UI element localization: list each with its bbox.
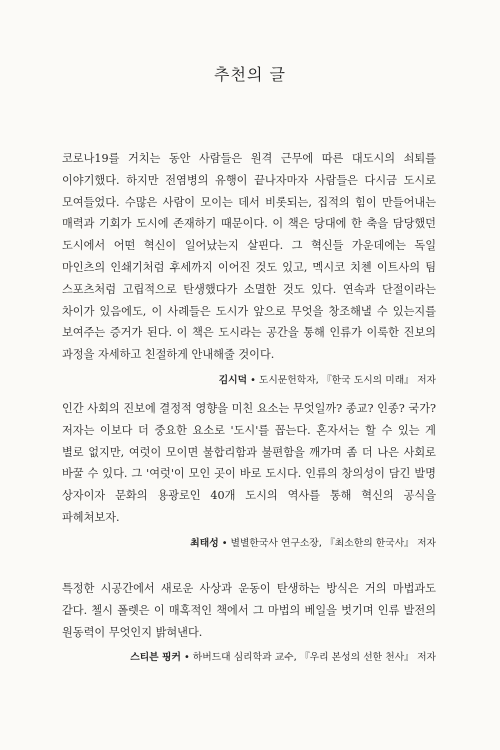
author-name: 스티븐 핑커 bbox=[130, 652, 181, 664]
blurb-attribution bbox=[62, 535, 436, 549]
page-title: 추천의 글 bbox=[214, 65, 286, 84]
bullet-separator: • bbox=[221, 537, 228, 549]
blurb-text: 특정한 시공간에서 새로운 사상과 운동이 탄생하는 방식은 거의 마법과도 같다. 첼시 폴렛은 이 매혹적인 책에서 그 마법의 베일을 벗기며 인류 발전의 원동력이 무엇인지 밝혀낸다. bbox=[62, 582, 436, 639]
recommendation-blurb-2 bbox=[62, 398, 436, 549]
author-name: 김시덕 bbox=[218, 374, 248, 386]
recommendation-blurb-3 bbox=[62, 578, 436, 663]
blurb-attribution bbox=[62, 372, 436, 386]
author-credit: 도시문헌학자, 『한국 도시의 미래』 저자 bbox=[258, 374, 436, 386]
bullet-separator: • bbox=[183, 652, 190, 664]
bullet-separator: • bbox=[250, 374, 256, 386]
blurb-text: 코로나19를 거치는 동안 사람들은 원격 근무에 따른 대도시의 쇠퇴를 이야기했다. 하지만 전염병의 유행이 끝나자마자 사람들은 다시금 도시로 모여들었다. 수많은 사람이 모이는 데서 비롯되는, 집적의 힘이 만들어내는 매력과 기회가 도시에 존재하기 때문이다. 이 책은 당대에 한 축을 담당했던 도시에서 어떤 혁신이 일어났는지 살핀다. 그 혁신들 가운데에는 독일 마인츠의 인쇄기처럼 후세까지 이어진 것도 있고, 멕시코 치첸 이트사의 팀 스포츠처럼 고립적으로 탄생했다가 소멸한 것도 있다. 연속과 단절이라는 차이가 있음에도, 이 사례들은 도시가 앞으로 무엇을 창조해낼 수 있는지를 보여주는 증거가 된다. 이 책은 도시라는 공간을 통해 인류가 이룩한 진보의 과정을 자세하고 친절하게 안내해줄 것이다. bbox=[62, 152, 436, 362]
blurb-attribution bbox=[62, 649, 436, 663]
author-credit: 별별한국사 연구소장, 『최소한의 한국사』 저자 bbox=[230, 537, 436, 549]
author-name: 최태성 bbox=[190, 537, 219, 549]
blurb-text: 인간 사회의 진보에 결정적 영향을 미친 요소는 무엇일까? 종교? 인종? 국가? 저자는 이보다 더 중요한 요소로 '도시'를 꼽는다. 혼자서는 할 수 있는 게 별로 없지만, 여럿이 모이면 불합리함과 불편함을 깨가며 좀 더 나은 사회로 바꿀 수 있다. 그 '여럿'이 모인 곳이 바로 도시다. 인류의 창의성이 담긴 발명 상자이자 문화의 용광로인 40개 도시의 역사를 통해 혁신의 공식을 파헤쳐보자. bbox=[62, 402, 436, 524]
author-credit: 하버드대 심리학과 교수, 『우리 본성의 선한 천사』 저자 bbox=[192, 652, 436, 664]
recommendation-blurb-1 bbox=[62, 148, 436, 386]
